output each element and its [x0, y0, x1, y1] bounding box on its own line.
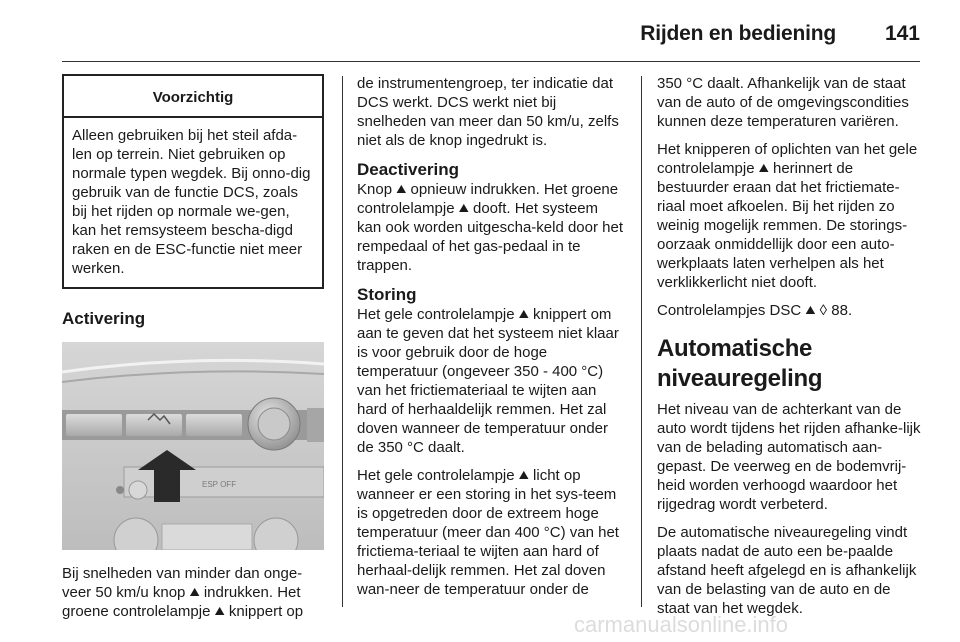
- dcs-icon: ⛰: [518, 468, 529, 482]
- page-header: [0, 0, 960, 62]
- warning-box: [62, 74, 324, 289]
- niveau-text-2: De automatische niveauregeling vindt plaats nadat de auto een be-paalde afstand heeft afgelegd en is afhankelijk van de belasting van de auto en de staat van het wegdek.: [657, 524, 917, 617]
- page-number: 141: [884, 22, 920, 45]
- column-separator: [342, 76, 343, 607]
- watermark: carmanualsonline.info: [574, 612, 789, 637]
- dcs-description: de instrumentengroep, ter indicatie dat DCS werkt. DCS werkt niet bij snelheden van meer dan 50 km/u, zelfs niet als de knop ingedrukt is.: [357, 75, 619, 149]
- page-reference-icon[interactable]: ◊: [819, 302, 828, 319]
- dashboard-photo: [62, 342, 324, 550]
- dcs-icon: ⛰: [805, 303, 816, 317]
- heading-deactivering: Deactivering: [357, 160, 460, 179]
- warning-lamp-text: Het knipperen of oplichten van het gele controlelampje ⛰ herinnert de bestuurder eraan dat het frictiemate-riaal moet afkoelen. Bij het rijden zo weinig mogelijk remmen. De storings-oorzaak onmiddellijk door een auto-werkplaats laten verhelpen als het verklikkerlicht niet dooft.: [657, 141, 918, 291]
- niveau-text-1: Het niveau van de achterkant van de auto wordt tijdens het rijden afhanke-lijk van de belading automatisch aan-gepast. De veerweg en de bodemvrij-heid worden verhoogd waardoor het rijgedrag wordt verbeterd.: [657, 401, 921, 513]
- heading-activering: Activering: [62, 309, 146, 328]
- column-separator: [641, 76, 642, 607]
- column-3: [657, 74, 925, 627]
- header-rule: [62, 61, 920, 62]
- storing-text-1: Het gele controlelampje ⛰ knippert om aan te geven dat het systeem niet klaar is voor gebruik door de hoge temperatuur (ongeveer 350 - 400 °C) van het frictiemateriaal te wijten aan hard of herhaaldelijk remmen. Het zal doven wanneer de temperatuur onder de 350 °C daalt.: [357, 306, 619, 456]
- dcs-icon: ⛰: [518, 307, 529, 321]
- temperature-text: 350 °C daalt. Afhankelijk van de staat van de auto of de omgevingscondities kunnen deze temperaturen variëren.: [657, 75, 909, 130]
- warning-text: Alleen gebruiken bij het steil afda-len op terrein. Niet gebruiken op normale typen wegdek. Bij onno-dig gebruik van de functie DCS, zoals bij het rijden op normale we-gen, kan het remsysteem bescha-digd raken en de ESC-functie niet meer werken.: [72, 127, 311, 277]
- photo-button-label: ESP OFF: [202, 480, 237, 489]
- dcs-icon: ⛰: [189, 585, 200, 599]
- section-title: Rijden en bediening: [640, 22, 836, 45]
- warning-title: Voorzichtig: [64, 76, 322, 118]
- dcs-icon: ⛰: [458, 201, 469, 215]
- heading-niveauregeling: Automatische niveauregeling: [657, 335, 823, 392]
- column-1: [62, 74, 324, 630]
- activering-caption: Bij snelheden van minder dan onge-veer 50 km/u knop ⛰ indrukken. Het groene controlelampje ⛰ knippert op: [62, 565, 304, 620]
- dsc-reference: Controlelampjes DSC ⛰ ◊ 88.: [657, 302, 853, 319]
- dcs-icon: ⛰: [214, 604, 225, 618]
- column-2: [357, 74, 625, 608]
- storing-text-2: Het gele controlelampje ⛰ licht op wanneer er een storing in het sys-teem is opgetreden door de extreem hoge temperatuur (meer dan 400 °C) van het frictiema-teriaal te wijten aan hard of herhaal-delijk remmen. Het zal doven wan-neer de temperatuur onder de: [357, 467, 619, 598]
- deactivering-text: Knop ⛰ opnieuw indrukken. Het groene controlelampje ⛰ dooft. Het systeem kan ook worden uitgescha-keld door het rempedaal of het gas-pedaal in te trappen.: [357, 181, 624, 274]
- dashboard-illustration: [62, 342, 324, 550]
- dcs-icon: ⛰: [396, 182, 407, 196]
- dcs-icon: ⛰: [758, 161, 769, 175]
- heading-storing: Storing: [357, 285, 417, 304]
